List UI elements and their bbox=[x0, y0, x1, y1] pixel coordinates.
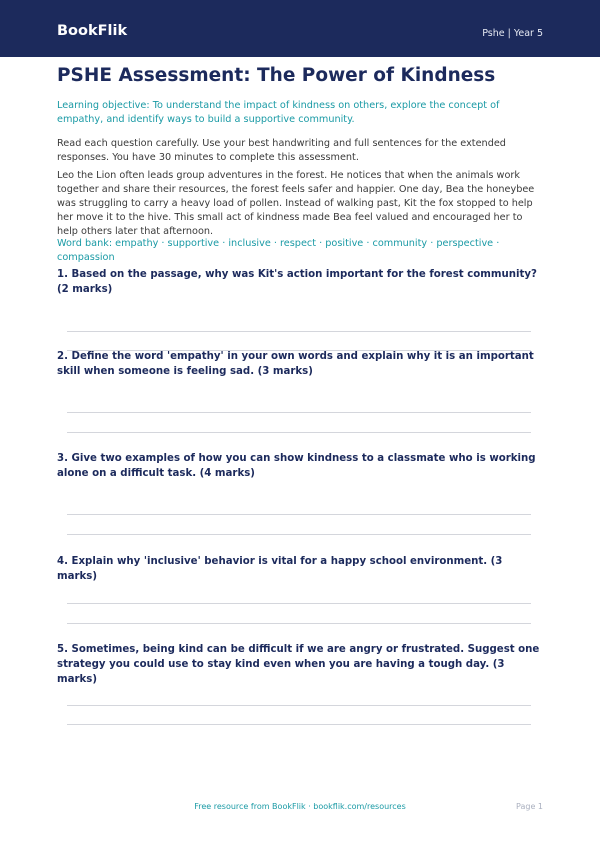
question-5: 5. Sometimes, being kind can be difficult if we are angry or frustrated. Suggest one strategy you could use to stay kind even when you are having a tough day. (3 marks) bbox=[57, 644, 540, 685]
word-bank: Word bank: empathy · supportive · inclusive · respect · positive · community · perspective · compassion bbox=[57, 238, 500, 263]
answer-line[interactable] bbox=[67, 514, 531, 515]
question-2: 2. Define the word 'empathy' in your own words and explain why it is an important skill when someone is feeling sad. (3 marks) bbox=[57, 351, 534, 377]
page-title: PSHE Assessment: The Power of Kindness bbox=[57, 65, 496, 86]
learning-objective: Learning objective: To understand the impact of kindness on others, explore the concept of empathy, and identify ways to build a supportive community. bbox=[57, 100, 500, 125]
answer-line[interactable] bbox=[67, 603, 531, 604]
page-header bbox=[0, 0, 600, 57]
question-1: 1. Based on the passage, why was Kit's action important for the forest community? (2 marks) bbox=[57, 269, 537, 295]
answer-line[interactable] bbox=[67, 432, 531, 433]
footer-credit: Free resource from BookFlik · bookflik.com/resources bbox=[194, 802, 406, 811]
answer-line[interactable] bbox=[67, 724, 531, 725]
page-number: Page 1 bbox=[516, 802, 543, 811]
question-3: 3. Give two examples of how you can show kindness to a classmate who is working alone on a difficult task. (4 marks) bbox=[57, 453, 536, 479]
answer-line[interactable] bbox=[67, 705, 531, 706]
subject-year-label: Pshe | Year 5 bbox=[482, 28, 543, 39]
answer-line[interactable] bbox=[67, 534, 531, 535]
answer-line[interactable] bbox=[67, 412, 531, 413]
question-4: 4. Explain why 'inclusive' behavior is vital for a happy school environment. (3 marks) bbox=[57, 556, 503, 582]
reading-passage: Leo the Lion often leads group adventures in the forest. He notices that when the animals work together and share their resources, the forest feels safer and happier. One day, Bea the honeybee was struggling to carry a heavy load of pollen. Instead of walking past, Kit the fox stopped to help her move it to the hive. This small act of kindness made Bea feel valued and encouraged her to help others later that afternoon. bbox=[57, 170, 535, 237]
answer-line[interactable] bbox=[67, 623, 531, 624]
brand-logo-text: BookFlik bbox=[57, 23, 128, 39]
answer-line[interactable] bbox=[67, 331, 531, 332]
instructions-text: Read each question carefully. Use your best handwriting and full sentences for the extended responses. You have 30 minutes to complete this assessment. bbox=[57, 138, 506, 163]
